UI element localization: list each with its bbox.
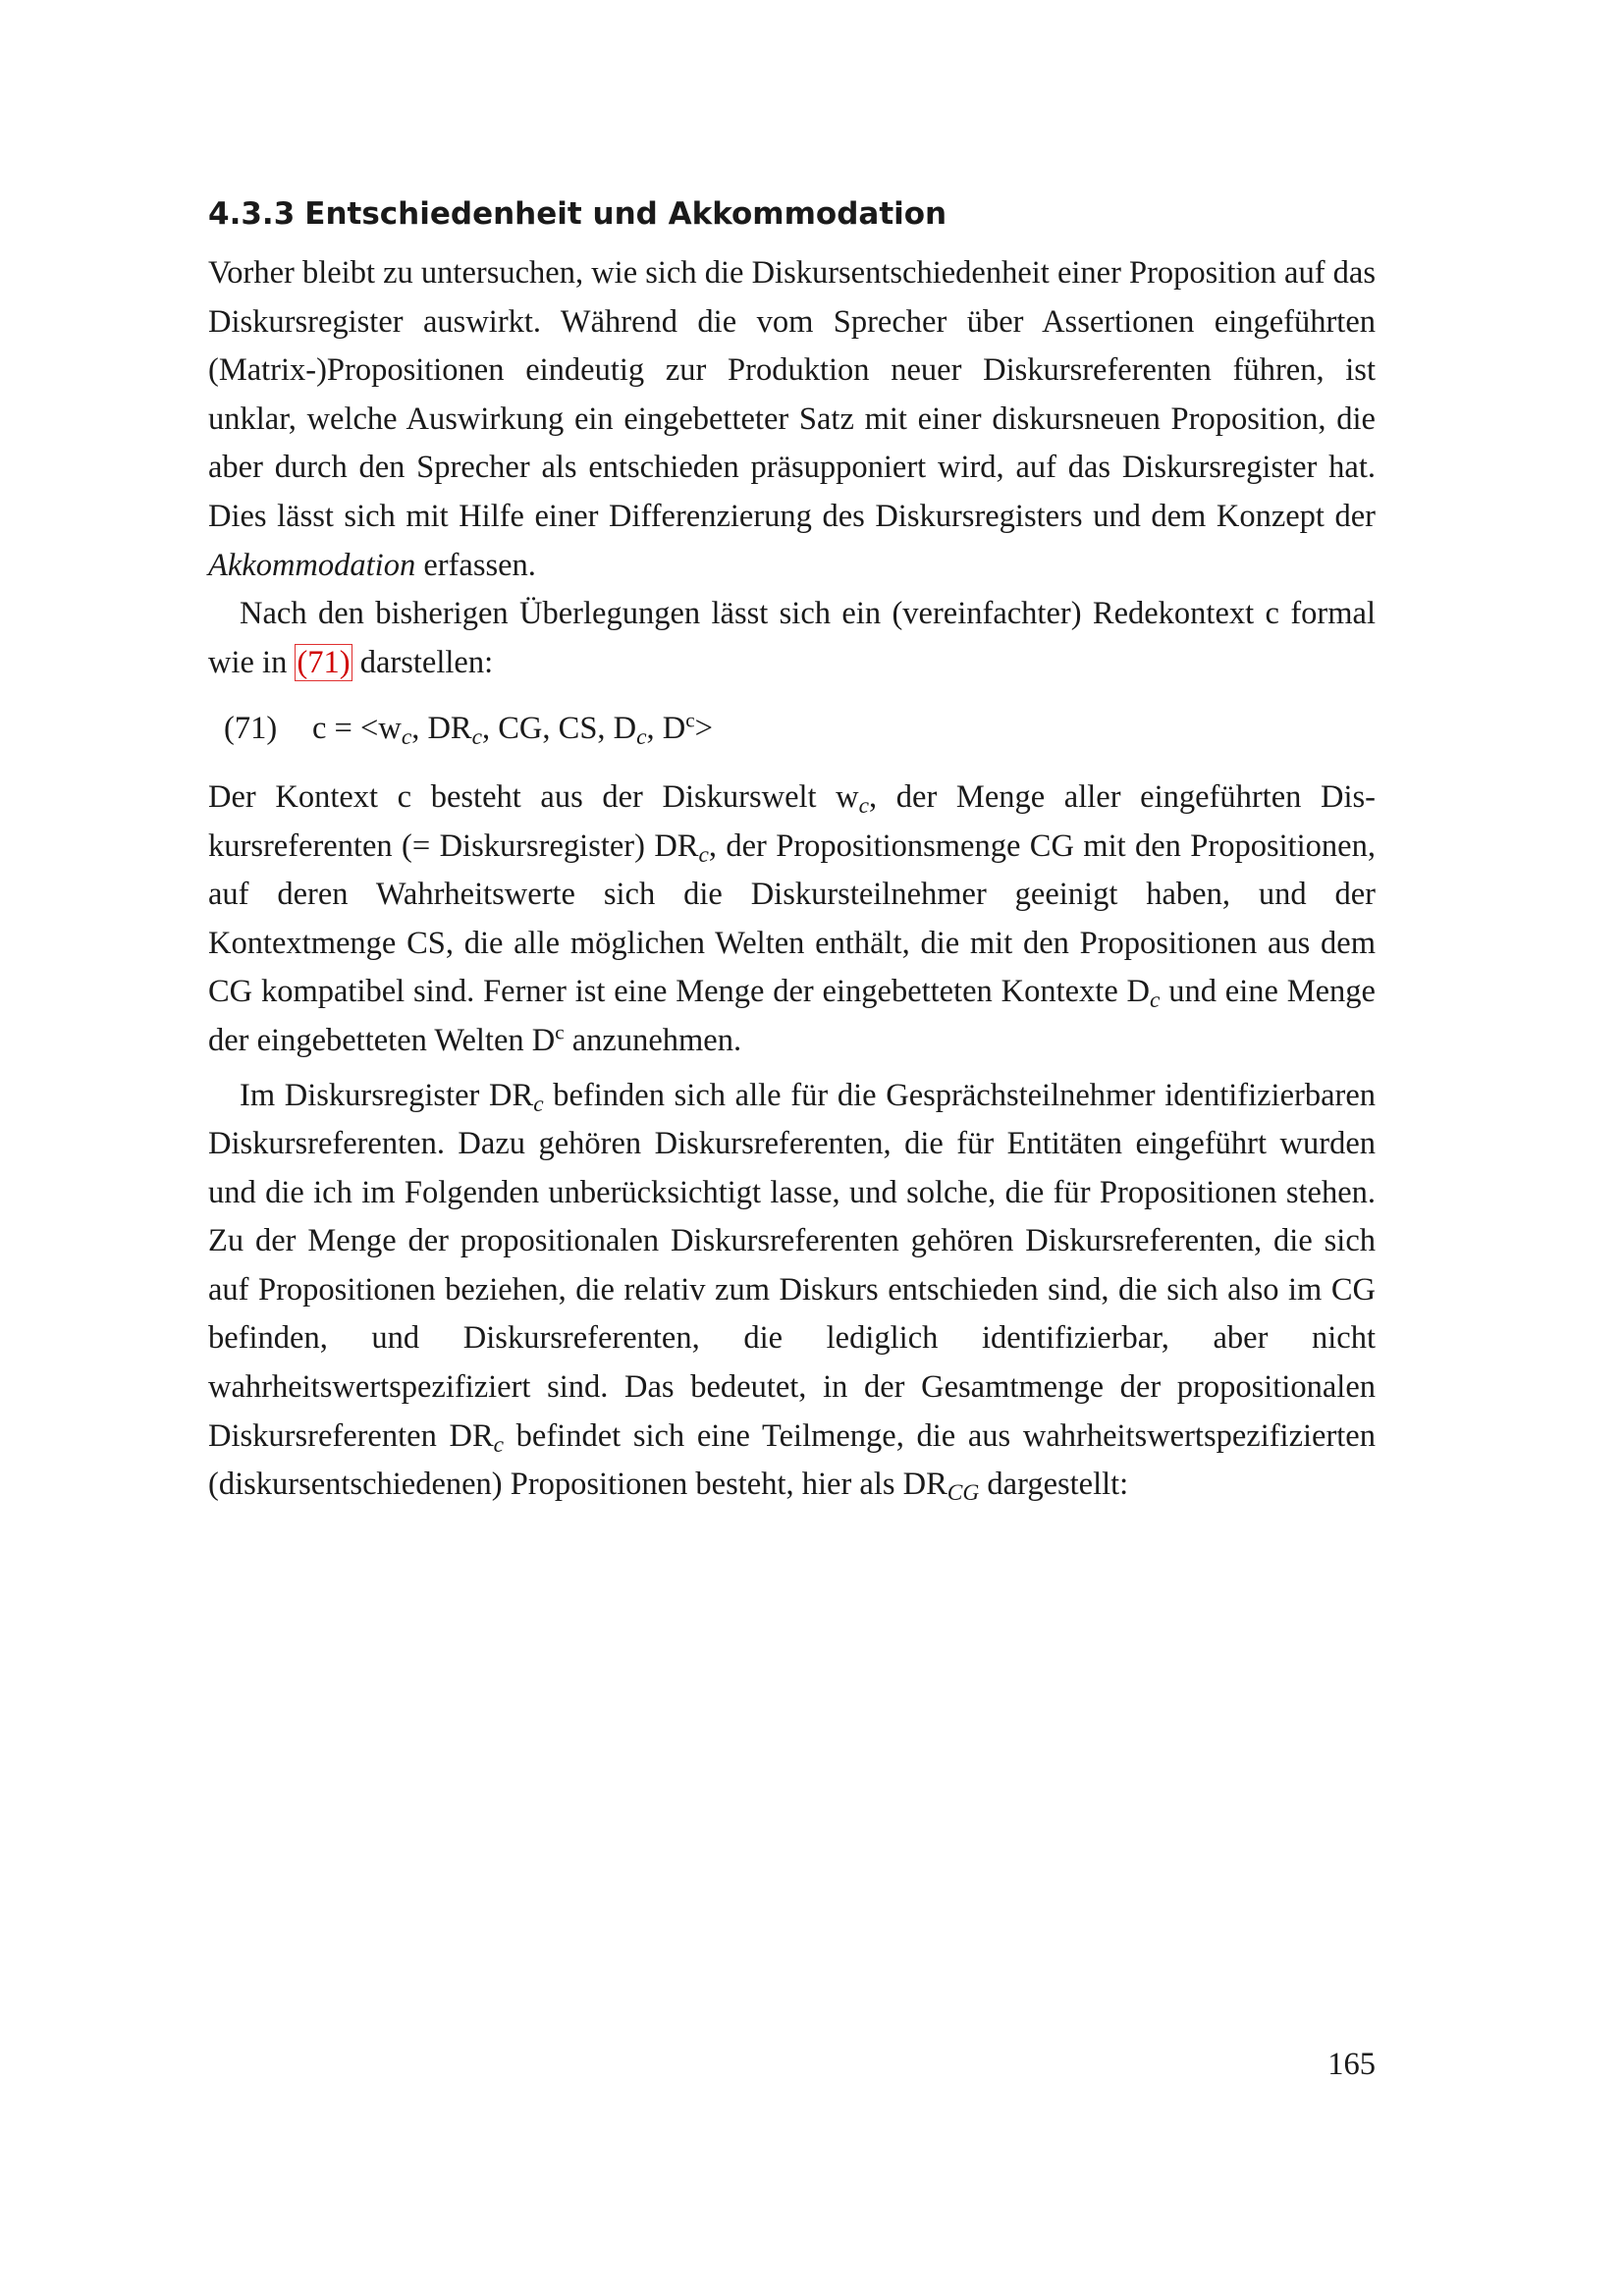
formula-subscript: c — [401, 724, 412, 751]
example-number: (71) — [224, 711, 278, 747]
subscript: CG — [947, 1480, 980, 1507]
paragraph-1-end: erfassen. — [415, 547, 536, 583]
paragraph-2 — [208, 590, 1376, 687]
paragraph-2-text: Nach den bisherigen Überlegungen lässt sich ein (vereinfachter) Redekontext c formal wie in — [208, 596, 1376, 680]
formula-part: , CG, CS, D — [482, 711, 637, 747]
paragraph-1-text: Vorher bleibt zu untersuchen, wie sich die Diskursentschiedenheit einer Proposition auf das Diskursregister auswirkt. Während die vom Sprecher über Assertionen eingeführten (Matrix-)Propositionen eindeutig zur Produktion neuer Diskursreferenten führen, ist unklar, welche Auswirkung ein eingebetteter Satz mit einer diskursneuen Proposition, die aber durch den Sprecher als entschieden präsupponiert wird, auf das Diskursregister hat. Dies lässt sich mit Hilfe einer Differenzierung des Diskursregisters und dem Konzept der — [208, 255, 1376, 534]
section-heading — [208, 188, 1376, 240]
paragraph-3-text: , der Menge aller eingeführten Diskursreferenten (= Diskursregister) DR — [208, 778, 1376, 864]
formula-part: , DR — [411, 711, 472, 747]
text-block — [208, 188, 1376, 1510]
emphasis-akkommodation: Akkommodation — [208, 547, 416, 583]
formula-part: c = <w — [312, 711, 402, 747]
example-cross-reference-link[interactable]: (71) — [297, 644, 351, 680]
superscript: c — [555, 1020, 565, 1044]
paragraph-2-end: darstellen: — [352, 644, 494, 680]
section-title: Entschiedenheit und Akkommodation — [304, 196, 947, 232]
formula-subscript: c — [471, 724, 482, 751]
example-71 — [224, 705, 1376, 754]
paragraph-4 — [208, 1072, 1376, 1510]
page-number: 165 — [1327, 2047, 1376, 2082]
paragraph-3-text: , der Propositionsmenge CG mit den Propositionen, auf deren Wahrheitswerte sich die Diskursteilnehmer geeinigt haben, und der Kontextmenge CS, die alle möglichen Welten enthält, die mit den Propositionen aus dem CG kompatibel sind. Ferner ist eine Menge der eingebetteten Kontexte D — [208, 828, 1376, 1010]
formula-part: , D — [646, 711, 686, 747]
formula-superscript: c — [685, 708, 695, 732]
subscript: c — [698, 841, 709, 868]
section-number: 4.3.3 — [208, 196, 296, 232]
paragraph-1 — [208, 249, 1376, 590]
subscript: c — [1150, 988, 1161, 1014]
paragraph-3-text: Der Kontext c besteht aus der Diskurswelt w — [208, 778, 859, 815]
paragraph-3-text: anzunehmen. — [564, 1022, 742, 1058]
subscript: c — [533, 1091, 544, 1117]
paragraph-3-text: und eine Menge der eingebetteten Welten D — [208, 974, 1376, 1058]
paragraph-4-text: befindet sich eine Teilmenge, die aus wahrheitswertspezifizierten (diskursentschiedenen) Propositionen besteht, hier als DR — [208, 1417, 1376, 1503]
paragraph-4-text: dargestellt: — [979, 1467, 1129, 1503]
paragraph-4-text: Im Diskursregister DR — [240, 1077, 534, 1113]
subscript: c — [493, 1431, 505, 1458]
formula-subscript: c — [636, 724, 647, 751]
paragraph-3 — [208, 774, 1376, 1066]
subscript: c — [858, 792, 870, 819]
paragraph-4-text: befinden sich alle für die Gesprächsteilnehmer identifizierbaren Diskursreferenten. Dazu gehören Diskursreferenten, die für Entitäten eingeführt wurden und die ich im Folgenden unberücksichtigt lasse, und solche, die für Propositionen stehen. Zu der Menge der propositionalen Diskursreferenten gehören Diskursreferenten, die sich auf Propositionen beziehen, die relativ zum Diskurs entschieden sind, die sich also im CG befinden, und Diskursreferenten, die lediglich identifizierbar, aber nicht wahrheitswertspezifiziert sind. Das bedeutet, in der Gesamtmenge der propositionalen Diskursreferenten DR — [208, 1077, 1376, 1454]
formula-part: > — [694, 711, 713, 747]
example-formula — [312, 705, 713, 754]
